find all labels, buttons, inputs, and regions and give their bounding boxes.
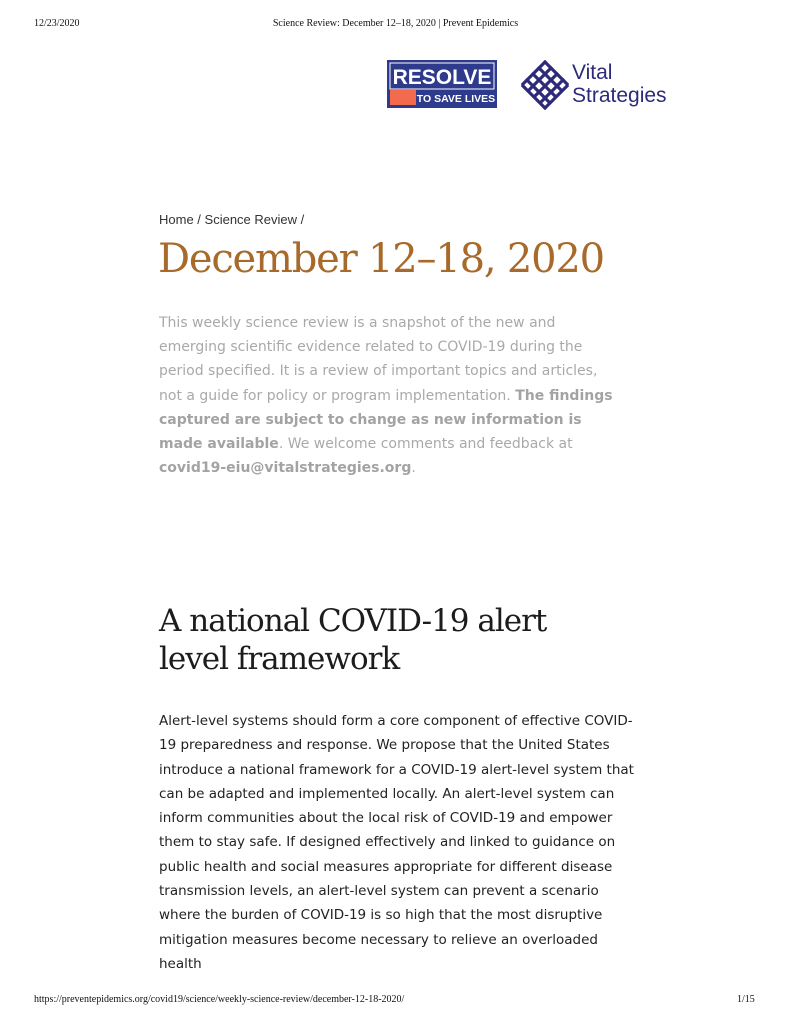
strategies-word: Strategies bbox=[572, 84, 667, 107]
print-date: 12/23/2020 bbox=[34, 18, 80, 29]
page-title: December 12–18, 2020 bbox=[158, 236, 604, 282]
breadcrumb-separator: / bbox=[297, 212, 305, 227]
intro-text: This weekly science review is a snapshot of the new and emerging scientific evidence related to COVID-19 during the period specified. It is a review of important topics and articles, not a guide for policy or program implementation. bbox=[159, 315, 598, 404]
breadcrumb-home-link[interactable]: Home bbox=[159, 212, 194, 227]
vital-strategies-wordmark bbox=[572, 61, 667, 107]
vital-strategies-logo[interactable] bbox=[521, 58, 686, 112]
intro-paragraph bbox=[159, 311, 624, 480]
resolve-to-save-lives-logo[interactable] bbox=[387, 60, 497, 108]
intro-text: . bbox=[411, 460, 416, 477]
intro-text: . We welcome comments and feedback at bbox=[278, 436, 573, 453]
print-document-title: Science Review: December 12–18, 2020 | Prevent Epidemics bbox=[272, 18, 519, 29]
resolve-word: RESOLVE bbox=[392, 66, 492, 89]
print-header bbox=[0, 14, 791, 30]
resolve-logo-graphic bbox=[387, 60, 497, 108]
vital-strategies-mark-icon bbox=[521, 60, 569, 110]
feedback-email-link[interactable]: covid19-eiu@vitalstrategies.org bbox=[159, 460, 412, 477]
to-save-lives-words: TO SAVE LIVES bbox=[416, 93, 496, 105]
print-page-url: https://preventepidemics.org/covid19/science/weekly-science-review/december-12-18-2020/ bbox=[34, 994, 405, 1005]
section-heading: A national COVID-19 alert level framework bbox=[159, 603, 547, 677]
partner-logos bbox=[387, 58, 697, 112]
breadcrumb-science-review-link[interactable]: Science Review bbox=[204, 212, 298, 227]
breadcrumb-separator: / bbox=[193, 212, 205, 227]
intro-emphasis: The findings captured are subject to change as new information is made available bbox=[159, 387, 613, 453]
print-page-number: 1/15 bbox=[737, 994, 755, 1005]
breadcrumb bbox=[159, 212, 304, 227]
section-body-text: Alert-level systems should form a core component of effective COVID-19 preparedness and response. We propose that the United States introduce a national framework for a COVID-19 alert-level system that can be adapted and implemented locally. An alert-level system can inform communities about the local risk of COVID-19 and empower them to stay safe. If designed effectively and linked to guidance on public health and social measures appropriate for different disease transmission levels, an alert-level system can prevent a scenario where the burden of COVID-19 is so high that the most disruptive mitigation measures become necessary to relieve an overloaded health bbox=[159, 713, 634, 972]
vital-word: Vital bbox=[572, 61, 613, 84]
